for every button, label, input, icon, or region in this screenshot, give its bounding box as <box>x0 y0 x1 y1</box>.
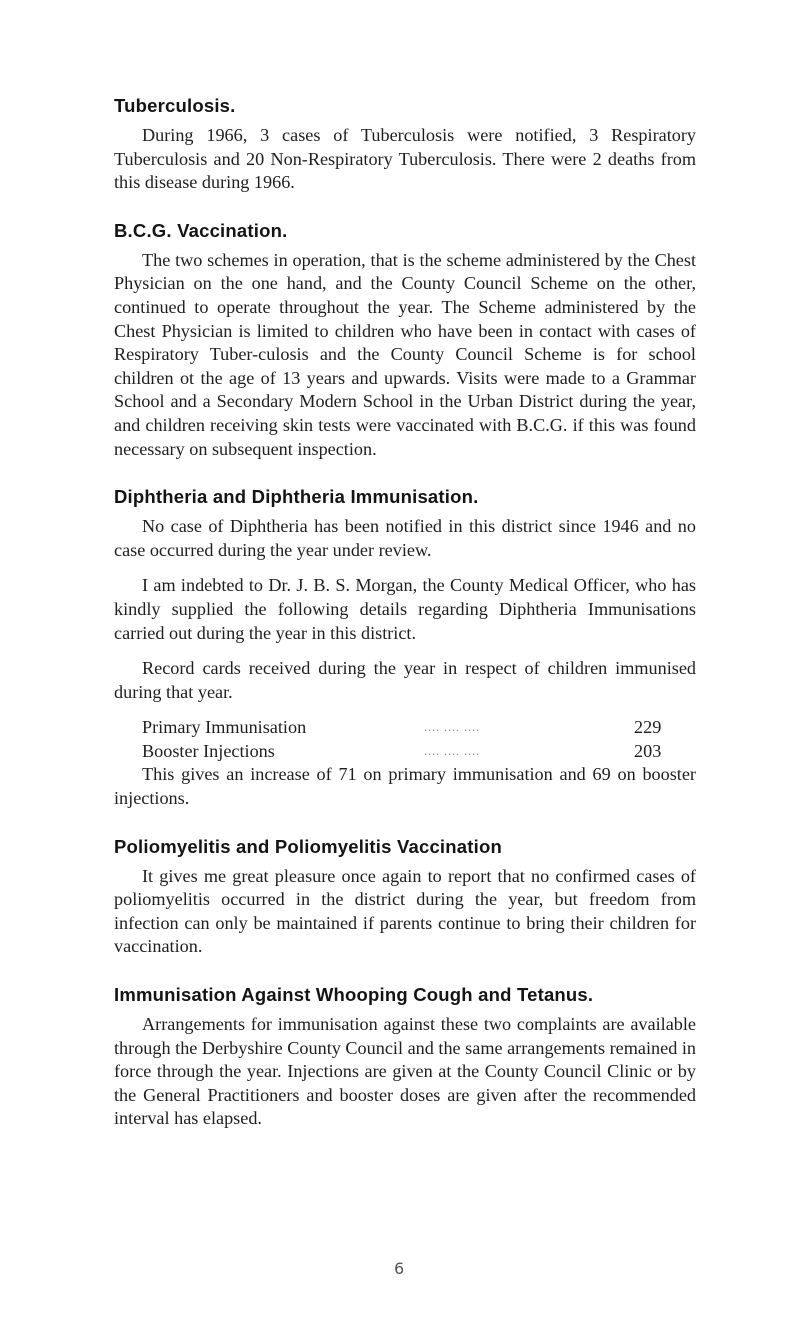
section-diphtheria <box>114 485 696 811</box>
immunisation-stats <box>142 716 714 763</box>
stat-value: 203 <box>634 740 662 761</box>
paragraph-tuberculosis: During 1966, 3 cases of Tuberculosis were notified, 3 Respiratory Tuberculosis and 20 Non-Respiratory Tuberculosis. There were 2 deaths from this disease during 1966. <box>114 125 696 193</box>
stat-row <box>142 716 714 740</box>
page-number: 6 <box>394 1259 405 1278</box>
section-poliomyelitis <box>114 835 696 959</box>
section-whooping-cough <box>114 983 696 1131</box>
paragraph-whooping-cough: Arrangements for immunisation against these two complaints are available through the Derbyshire County Council and the same arrangements remained in force through the year. Injections are given at the County Council Clinic or by the General Practitioners and booster doses are given after the recommended interval has elapsed. <box>114 1014 696 1129</box>
heading-whooping-cough: Immunisation Against Whooping Cough and Tetanus. <box>114 984 594 1006</box>
paragraph-poliomyelitis: It gives me great pleasure once again to report that no confirmed cases of poliomyelitis occurred in the district during the year, but freedom from infection can only be maintained if parents continue to bring their children for vaccination. <box>114 865 696 957</box>
heading-poliomyelitis: Poliomyelitis and Poliomyelitis Vaccination <box>114 835 502 857</box>
stat-row <box>142 740 714 764</box>
heading-diphtheria: Diphtheria and Diphtheria Immunisation. <box>114 486 479 508</box>
heading-tuberculosis: Tuberculosis. <box>114 95 236 116</box>
paragraph-diphtheria-2: I am indebted to Dr. J. B. S. Morgan, the County Medical Officer, who has kindly supplied the following details regarding Diphtheria Immunisations carried out during the year in this district. <box>114 575 696 643</box>
stat-leader-dots: .... .... .... <box>424 743 480 758</box>
stat-label: Primary Immunisation <box>142 717 307 738</box>
section-bcg <box>114 219 696 461</box>
paragraph-bcg: The two schemes in operation, that is the scheme administered by the Chest Physician on the one hand, and the County Council Scheme on the other, continued to operate throughout the year. The Scheme administered by the Chest Physician is limited to children who have been in contact with cases of Respiratory Tuber-culosis and the County Council Scheme is for school children ot the age of 13 years and upwards. Visits were made to a Grammar School and a Secondary Modern School in the Urban District during the year, and children receiving skin tests were vaccinated with B.C.G. if this was found necessary on subsequent inspection. <box>114 249 696 459</box>
stat-value: 229 <box>634 717 662 738</box>
section-tuberculosis <box>114 94 696 195</box>
paragraph-diphtheria-1: No case of Diphtheria has been notified in this district since 1946 and no case occurred during the year under review. <box>114 516 696 560</box>
stat-label: Booster Injections <box>142 740 275 761</box>
stat-leader-dots: .... .... .... <box>424 720 480 735</box>
heading-bcg: B.C.G. Vaccination. <box>114 219 288 241</box>
page-content <box>114 94 696 1155</box>
paragraph-diphtheria-3: Record cards received during the year in respect of children immunised during that year. <box>114 658 696 702</box>
paragraph-diphtheria-4: This gives an increase of 71 on primary immunisation and 69 on booster injections. <box>114 764 696 809</box>
